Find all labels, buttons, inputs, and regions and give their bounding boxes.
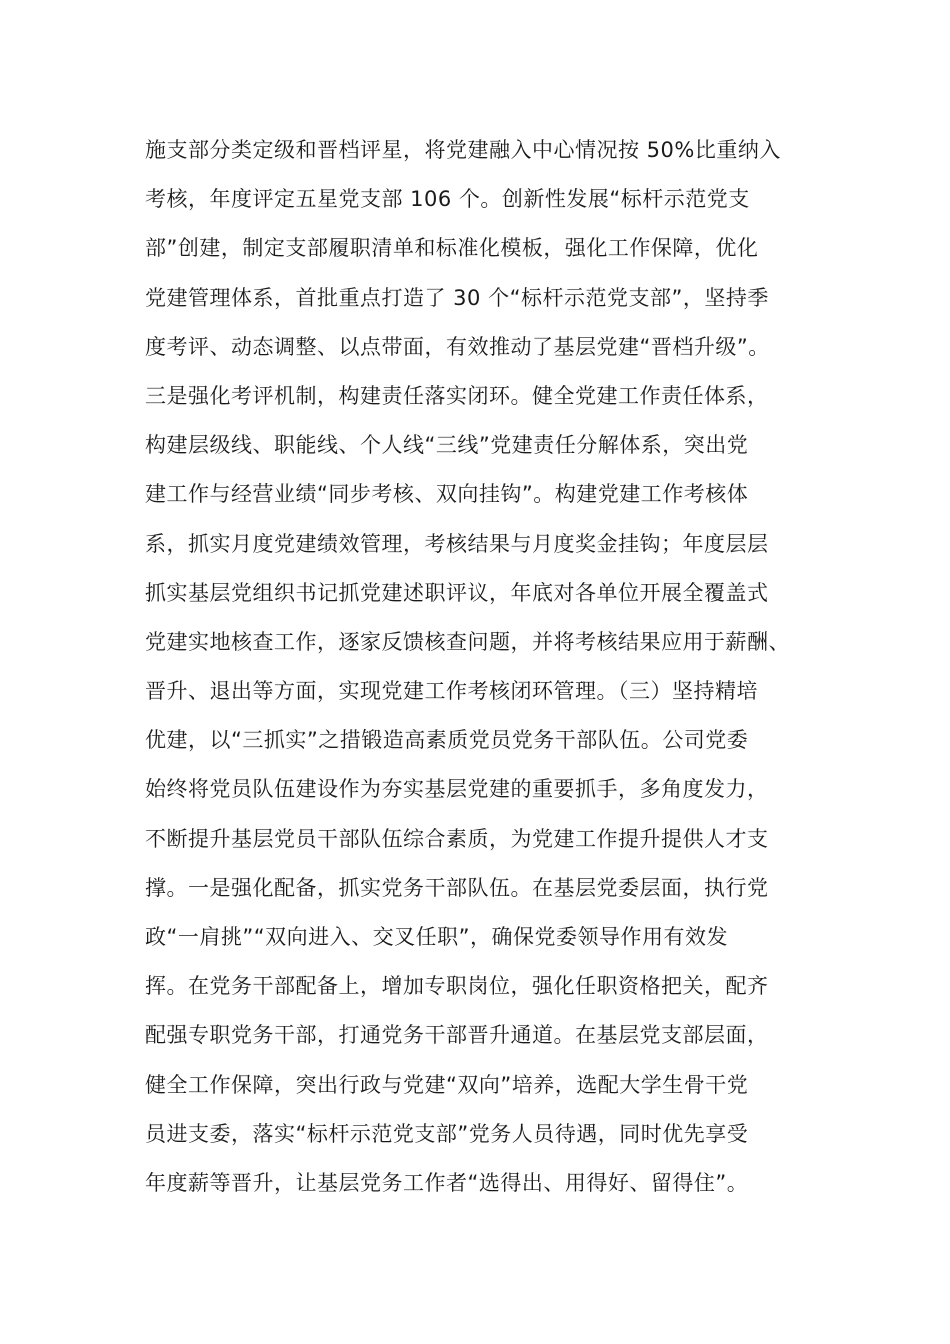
text-line: 建工作与经营业绩“同步考核、双向挂钩”。构建党建工作考核体 [145, 482, 749, 507]
text-line: 部”创建，制定支部履职清单和标准化模板，强化工作保障，优化 [145, 236, 759, 261]
text-line: 撑。一是强化配备，抓实党务干部队伍。在基层党委层面，执行党 [145, 875, 769, 900]
text-line: 始终将党员队伍建设作为夯实基层党建的重要抓手，多角度发力， [145, 777, 769, 802]
text-line: 考核，年度评定五星党支部 106 个。创新性发展“标杆示范党支 [145, 187, 750, 212]
text-line: 晋升、退出等方面，实现党建工作考核闭环管理。（三）坚持精培 [145, 679, 758, 704]
text-line: 党建实地核查工作，逐家反馈核查问题，并将考核结果应用于薪酬、 [145, 629, 790, 654]
text-line: 配强专职党务干部，打通党务干部晋升通道。在基层党支部层面， [145, 1023, 769, 1048]
text-line: 挥。在党务干部配备上，增加专职岗位，强化任职资格把关，配齐 [145, 974, 769, 999]
text-line: 度考评、动态调整、以点带面，有效推动了基层党建“晋档升级”。 [145, 334, 770, 359]
text-line: 健全工作保障，突出行政与党建“双向”培养，选配大学生骨干党 [145, 1072, 749, 1097]
text-line: 不断提升基层党员干部队伍综合素质，为党建工作提升提供人才支 [145, 826, 769, 851]
text-line: 系，抓实月度党建绩效管理，考核结果与月度奖金挂钩；年度层层 [145, 531, 769, 556]
text-line: 施支部分类定级和晋档评星，将党建融入中心情况按 50%比重纳入 [145, 138, 781, 162]
text-line: 优建，以“三抓实”之措锻造高素质党员党务干部队伍。公司党委 [145, 728, 749, 753]
text-line: 抓实基层党组织书记抓党建述职评议，年底对各单位开展全覆盖式 [145, 580, 769, 605]
text-line: 员进支委，落实“标杆示范党支部”党务人员待遇，同时优先享受 [145, 1121, 749, 1146]
text-line: 政“一肩挑”“双向进入、交叉任职”，确保党委领导作用有效发 [145, 925, 729, 949]
text-line: 构建层级线、职能线、个人线“三线”党建责任分解体系，突出党 [145, 433, 749, 458]
text-line: 三是强化考评机制，构建责任落实闭环。健全党建工作责任体系， [145, 383, 769, 408]
text-line: 年度薪等晋升，让基层党务工作者“选得出、用得好、留得住”。 [145, 1170, 749, 1195]
body-paragraph [145, 126, 845, 1208]
text-line: 党建管理体系，首批重点打造了 30 个“标杆示范党支部”，坚持季 [145, 285, 769, 310]
